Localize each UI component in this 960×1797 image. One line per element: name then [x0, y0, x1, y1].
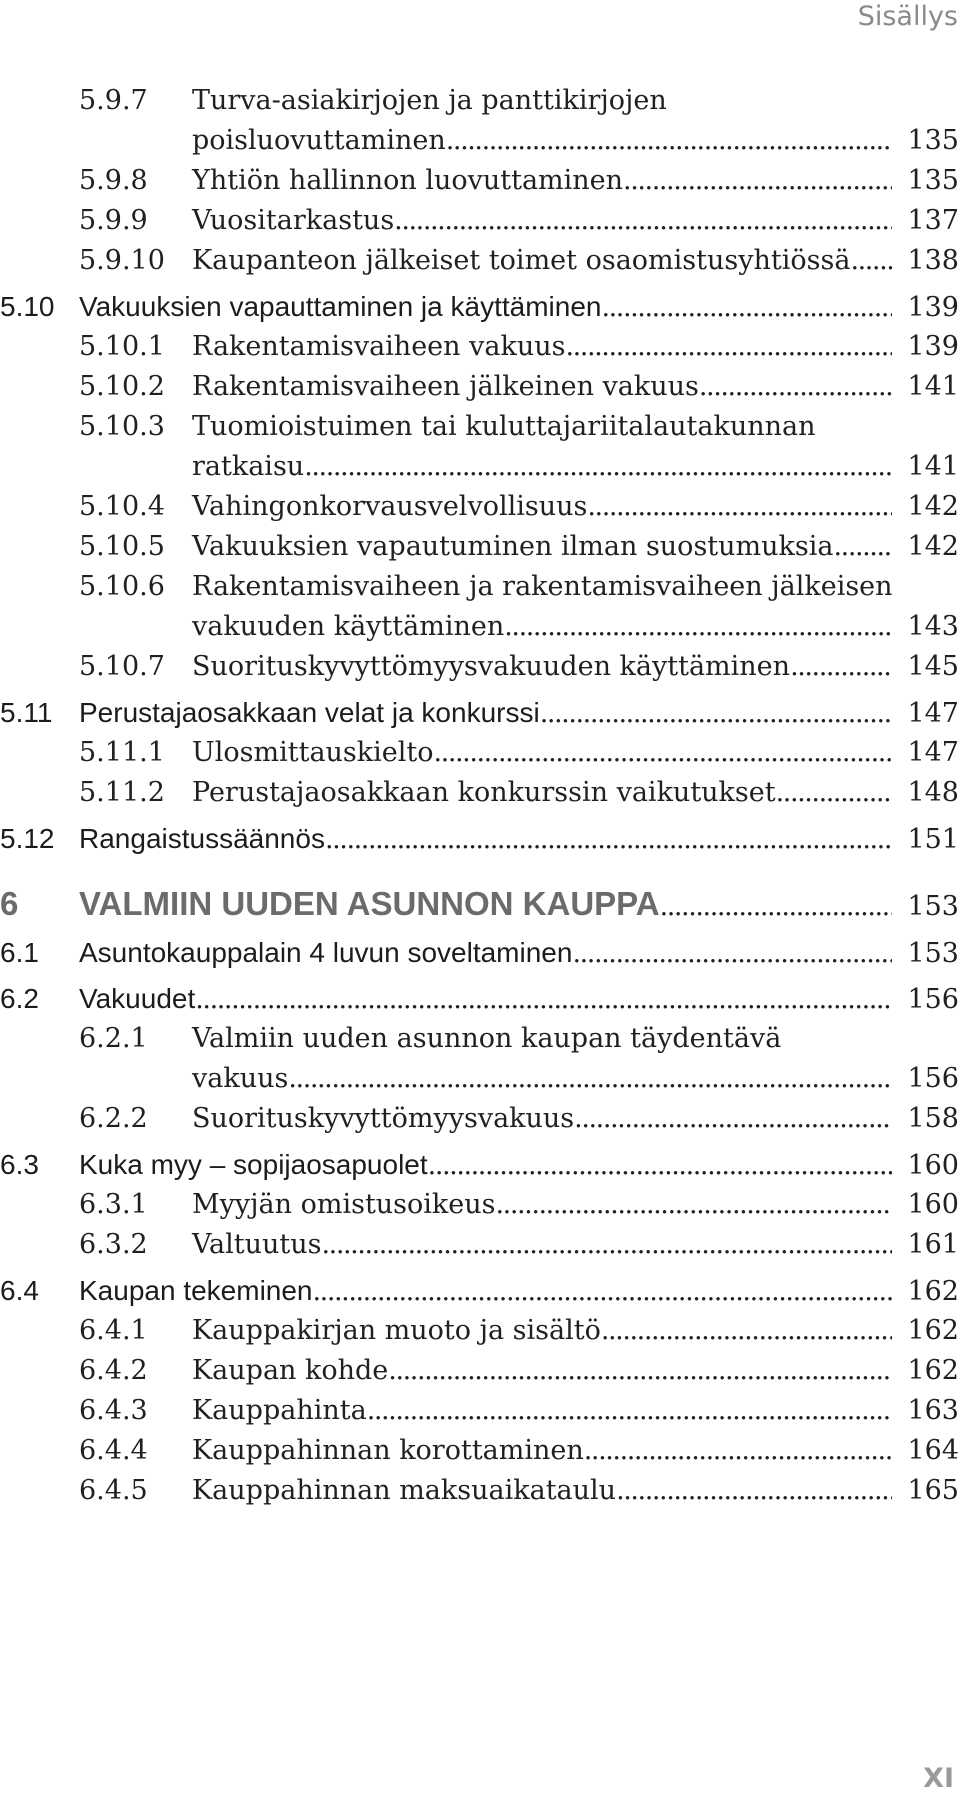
- toc-entry-title: Kaupan tekeminen: [79, 1275, 313, 1306]
- toc-entry-line: [0, 245, 960, 285]
- toc-entry-number: 6.2.2: [79, 1103, 148, 1134]
- toc-entry-page: 139: [907, 331, 959, 362]
- toc-entry-number: 6.4.2: [79, 1355, 148, 1386]
- toc-entry-page: 156: [907, 1063, 959, 1094]
- toc-entry-5-9-10[interactable]: [0, 245, 960, 285]
- toc-entry-title: Kauppahinnan korottaminen: [192, 1435, 584, 1466]
- toc-entry-line: [0, 1023, 960, 1063]
- toc-entry-title: VALMIIN UUDEN ASUNNON KAUPPA: [79, 885, 660, 922]
- toc-entry-line: [0, 85, 960, 125]
- toc-entry-title: ratkaisu: [192, 451, 305, 482]
- dot-leader: [587, 491, 892, 522]
- dot-leader: [833, 531, 892, 562]
- toc-entry-5-10-1[interactable]: [0, 331, 960, 371]
- toc-entry-number: 6: [0, 885, 19, 922]
- toc-entry-line: [0, 205, 960, 245]
- toc-entry-title: Kauppahinnan maksuaikataulu: [192, 1475, 617, 1506]
- toc-entry-title: Rakentamisvaiheen vakuus: [192, 331, 566, 362]
- toc-entry-6-2-2[interactable]: [0, 1103, 960, 1143]
- dot-leader: [601, 1315, 892, 1346]
- dot-leader: [572, 938, 892, 969]
- toc-entry-title: Suorituskyvyttömyysvakuuden käyttäminen: [192, 651, 791, 682]
- toc-entry-number: 5.9.8: [79, 165, 148, 196]
- toc-entry-5-11[interactable]: [0, 697, 960, 737]
- toc-entry-line: [0, 777, 960, 817]
- toc-entry-6-2-1[interactable]: [0, 1023, 960, 1103]
- table-of-contents: [0, 85, 960, 1515]
- toc-entry-page: 156: [907, 984, 959, 1015]
- toc-entry-page: 158: [907, 1103, 959, 1134]
- toc-entry-number: 5.11.1: [79, 737, 165, 768]
- toc-entry-number: 6.3.1: [79, 1189, 148, 1220]
- toc-entry-page: 160: [907, 1150, 959, 1181]
- dot-leader: [304, 451, 892, 482]
- dot-leader: [790, 651, 892, 682]
- toc-entry-page: 163: [907, 1395, 959, 1426]
- toc-entry-5-10-6[interactable]: [0, 571, 960, 651]
- toc-entry-5-11-1[interactable]: [0, 737, 960, 777]
- dot-leader: [446, 125, 892, 156]
- toc-entry-5-11-2[interactable]: [0, 777, 960, 817]
- toc-entry-line: [0, 937, 960, 977]
- toc-entry-5-10-5[interactable]: [0, 531, 960, 571]
- toc-entry-line: [0, 491, 960, 531]
- toc-entry-5-9-9[interactable]: [0, 205, 960, 245]
- toc-entry-number: 5.12: [0, 823, 55, 854]
- dot-leader: [660, 891, 892, 922]
- dot-leader: [195, 984, 892, 1015]
- dot-leader: [850, 245, 892, 276]
- toc-entry-number: 6.4: [0, 1275, 39, 1306]
- toc-entry-line: [0, 531, 960, 571]
- toc-entry-6-2[interactable]: [0, 983, 960, 1023]
- toc-entry-line: [0, 125, 960, 165]
- section-gap: [0, 863, 960, 885]
- toc-entry-6-4-4[interactable]: [0, 1435, 960, 1475]
- toc-entry-title: Vakuuksien vapautuminen ilman suostumuksia: [192, 531, 834, 562]
- toc-entry-title: poisluovuttaminen: [192, 125, 446, 156]
- toc-entry-number: 6.2.1: [79, 1023, 148, 1054]
- toc-entry-title: Rakentamisvaiheen ja rakentamisvaiheen jälkeisen: [192, 571, 893, 602]
- toc-entry-number: 6.2: [0, 983, 39, 1014]
- toc-entry-5-9-7[interactable]: [0, 85, 960, 165]
- toc-entry-title: Kauppakirjan muoto ja sisältö: [192, 1315, 601, 1346]
- toc-entry-page: 137: [907, 205, 959, 236]
- toc-entry-page: 142: [907, 491, 959, 522]
- toc-entry-number: 5.10.7: [79, 651, 165, 682]
- toc-entry-number: 5.11.2: [79, 777, 165, 808]
- toc-entry-title: Myyjän omistusoikeus: [192, 1189, 496, 1220]
- toc-entry-line: [0, 651, 960, 691]
- toc-entry-5-12[interactable]: [0, 823, 960, 863]
- dot-leader: [574, 1103, 892, 1134]
- toc-entry-title: Perustajaosakkaan velat ja konkurssi: [79, 697, 540, 728]
- dot-leader: [540, 698, 892, 729]
- toc-entry-5-10-3[interactable]: [0, 411, 960, 491]
- toc-entry-title: Kauppahinta: [192, 1395, 367, 1426]
- toc-entry-page: 165: [907, 1475, 959, 1506]
- dot-leader: [601, 292, 892, 323]
- toc-entry-6-4-3[interactable]: [0, 1395, 960, 1435]
- toc-entry-6-3-1[interactable]: [0, 1189, 960, 1229]
- toc-entry-line: [0, 885, 960, 931]
- toc-entry-line: [0, 331, 960, 371]
- toc-entry-title: Valmiin uuden asunnon kaupan täydentävä: [192, 1023, 782, 1054]
- toc-entry-page: 162: [907, 1355, 959, 1386]
- toc-entry-6-3-2[interactable]: [0, 1229, 960, 1269]
- toc-entry-6[interactable]: [0, 885, 960, 931]
- toc-entry-number: 5.10.3: [79, 411, 165, 442]
- toc-entry-line: [0, 571, 960, 611]
- toc-entry-line: [0, 371, 960, 411]
- page-number: XI: [923, 1763, 954, 1794]
- toc-entry-6-4[interactable]: [0, 1275, 960, 1315]
- toc-entry-line: [0, 1395, 960, 1435]
- dot-leader: [496, 1189, 892, 1220]
- toc-entry-page: 142: [907, 531, 959, 562]
- toc-entry-number: 6.4.4: [79, 1435, 148, 1466]
- toc-entry-title: Suorituskyvyttömyysvakuus: [192, 1103, 575, 1134]
- dot-leader: [776, 777, 892, 808]
- toc-entry-line: [0, 737, 960, 777]
- toc-entry-number: 5.9.9: [79, 205, 148, 236]
- toc-entry-number: 5.9.7: [79, 85, 148, 116]
- toc-entry-6-4-5[interactable]: [0, 1475, 960, 1515]
- toc-entry-page: 139: [907, 292, 959, 323]
- toc-entry-page: 141: [907, 451, 959, 482]
- toc-entry-line: [0, 1229, 960, 1269]
- toc-entry-line: [0, 1475, 960, 1515]
- toc-entry-line: [0, 1149, 960, 1189]
- toc-entry-title: Kuka myy – sopijaosapuolet: [79, 1149, 428, 1180]
- toc-entry-line: [0, 291, 960, 331]
- toc-entry-page: 145: [907, 651, 959, 682]
- toc-entry-6-1[interactable]: [0, 937, 960, 977]
- toc-entry-page: 153: [907, 938, 959, 969]
- toc-entry-number: 5.10.2: [79, 371, 165, 402]
- toc-entry-title: vakuus: [192, 1063, 289, 1094]
- toc-entry-title: Kaupan kohde: [192, 1355, 389, 1386]
- toc-entry-line: [0, 1275, 960, 1315]
- toc-entry-page: 161: [907, 1229, 959, 1260]
- toc-entry-title: Perustajaosakkaan konkurssin vaikutukset: [192, 777, 776, 808]
- toc-entry-number: 5.10: [0, 291, 55, 322]
- dot-leader: [428, 1150, 892, 1181]
- toc-entry-title: Vahingonkorvausvelvollisuus: [192, 491, 588, 522]
- toc-entry-number: 5.10.1: [79, 331, 165, 362]
- toc-entry-title: Rangaistussäännös: [79, 823, 325, 854]
- toc-entry-line: [0, 1435, 960, 1475]
- toc-entry-title: Vakuudet: [79, 983, 196, 1014]
- dot-leader: [584, 1435, 892, 1466]
- toc-entry-number: 5.10.4: [79, 491, 165, 522]
- toc-entry-title: Asuntokauppalain 4 luvun soveltaminen: [79, 937, 573, 968]
- toc-entry-line: [0, 451, 960, 491]
- toc-entry-page: 162: [907, 1315, 959, 1346]
- toc-entry-5-10-7[interactable]: [0, 651, 960, 691]
- toc-entry-page: 153: [907, 891, 959, 922]
- toc-entry-page: 151: [907, 824, 959, 855]
- toc-entry-5-10[interactable]: [0, 291, 960, 331]
- dot-leader: [313, 1276, 892, 1307]
- toc-entry-number: 5.10.6: [79, 571, 165, 602]
- toc-entry-line: [0, 1315, 960, 1355]
- toc-entry-6-3[interactable]: [0, 1149, 960, 1189]
- toc-entry-6-4-2[interactable]: [0, 1355, 960, 1395]
- toc-entry-title: Turva-asiakirjojen ja panttikirjojen: [192, 85, 667, 116]
- toc-entry-page: 164: [907, 1435, 959, 1466]
- dot-leader: [699, 371, 892, 402]
- toc-entry-page: 148: [907, 777, 959, 808]
- toc-entry-number: 5.9.10: [79, 245, 165, 276]
- toc-entry-number: 6.3: [0, 1149, 39, 1180]
- toc-entry-line: [0, 611, 960, 651]
- toc-entry-line: [0, 1355, 960, 1395]
- toc-entry-line: [0, 165, 960, 205]
- toc-entry-title: Rakentamisvaiheen jälkeinen vakuus: [192, 371, 699, 402]
- toc-entry-title: Ulosmittauskielto: [192, 737, 434, 768]
- toc-entry-line: [0, 1063, 960, 1103]
- toc-entry-title: vakuuden käyttäminen: [192, 611, 505, 642]
- toc-entry-page: 143: [907, 611, 959, 642]
- dot-leader: [288, 1063, 892, 1094]
- dot-leader: [394, 205, 892, 236]
- dot-leader: [367, 1395, 892, 1426]
- toc-entry-number: 5.10.5: [79, 531, 165, 562]
- dot-leader: [616, 1475, 892, 1506]
- toc-entry-line: [0, 411, 960, 451]
- toc-entry-page: 135: [907, 165, 959, 196]
- toc-entry-number: 6.4.3: [79, 1395, 148, 1426]
- toc-entry-page: 138: [907, 245, 959, 276]
- toc-entry-line: [0, 697, 960, 737]
- toc-entry-page: 147: [907, 698, 959, 729]
- toc-entry-line: [0, 1103, 960, 1143]
- toc-entry-line: [0, 1189, 960, 1229]
- toc-entry-page: 147: [907, 737, 959, 768]
- toc-entry-5-10-2[interactable]: [0, 371, 960, 411]
- dot-leader: [434, 737, 893, 768]
- toc-entry-number: 6.1: [0, 937, 39, 968]
- toc-entry-page: 162: [907, 1276, 959, 1307]
- toc-entry-title: Yhtiön hallinnon luovuttaminen: [192, 165, 624, 196]
- toc-entry-title: Vakuuksien vapauttaminen ja käyttäminen: [79, 291, 602, 322]
- toc-entry-title: Kaupanteon jälkeiset toimet osaomistusyhtiössä: [192, 245, 851, 276]
- running-header: Sisällys: [857, 1, 958, 32]
- toc-entry-title: Tuomioistuimen tai kuluttajariitalautakunnan: [192, 411, 816, 442]
- toc-entry-page: 160: [907, 1189, 959, 1220]
- toc-entry-number: 6.4.5: [79, 1475, 148, 1506]
- toc-entry-number: 6.4.1: [79, 1315, 148, 1346]
- dot-leader: [504, 611, 892, 642]
- dot-leader: [623, 165, 892, 196]
- toc-entry-title: Vuositarkastus: [192, 205, 395, 236]
- dot-leader: [565, 331, 892, 362]
- toc-entry-5-9-8[interactable]: [0, 165, 960, 205]
- dot-leader: [388, 1355, 892, 1386]
- dot-leader: [325, 824, 892, 855]
- toc-entry-6-4-1[interactable]: [0, 1315, 960, 1355]
- dot-leader: [321, 1229, 892, 1260]
- toc-entry-page: 135: [907, 125, 959, 156]
- toc-entry-number: 6.3.2: [79, 1229, 148, 1260]
- toc-entry-5-10-4[interactable]: [0, 491, 960, 531]
- toc-entry-line: [0, 983, 960, 1023]
- toc-entry-number: 5.11: [0, 697, 53, 728]
- toc-entry-line: [0, 823, 960, 863]
- toc-entry-page: 141: [907, 371, 959, 402]
- toc-entry-title: Valtuutus: [192, 1229, 322, 1260]
